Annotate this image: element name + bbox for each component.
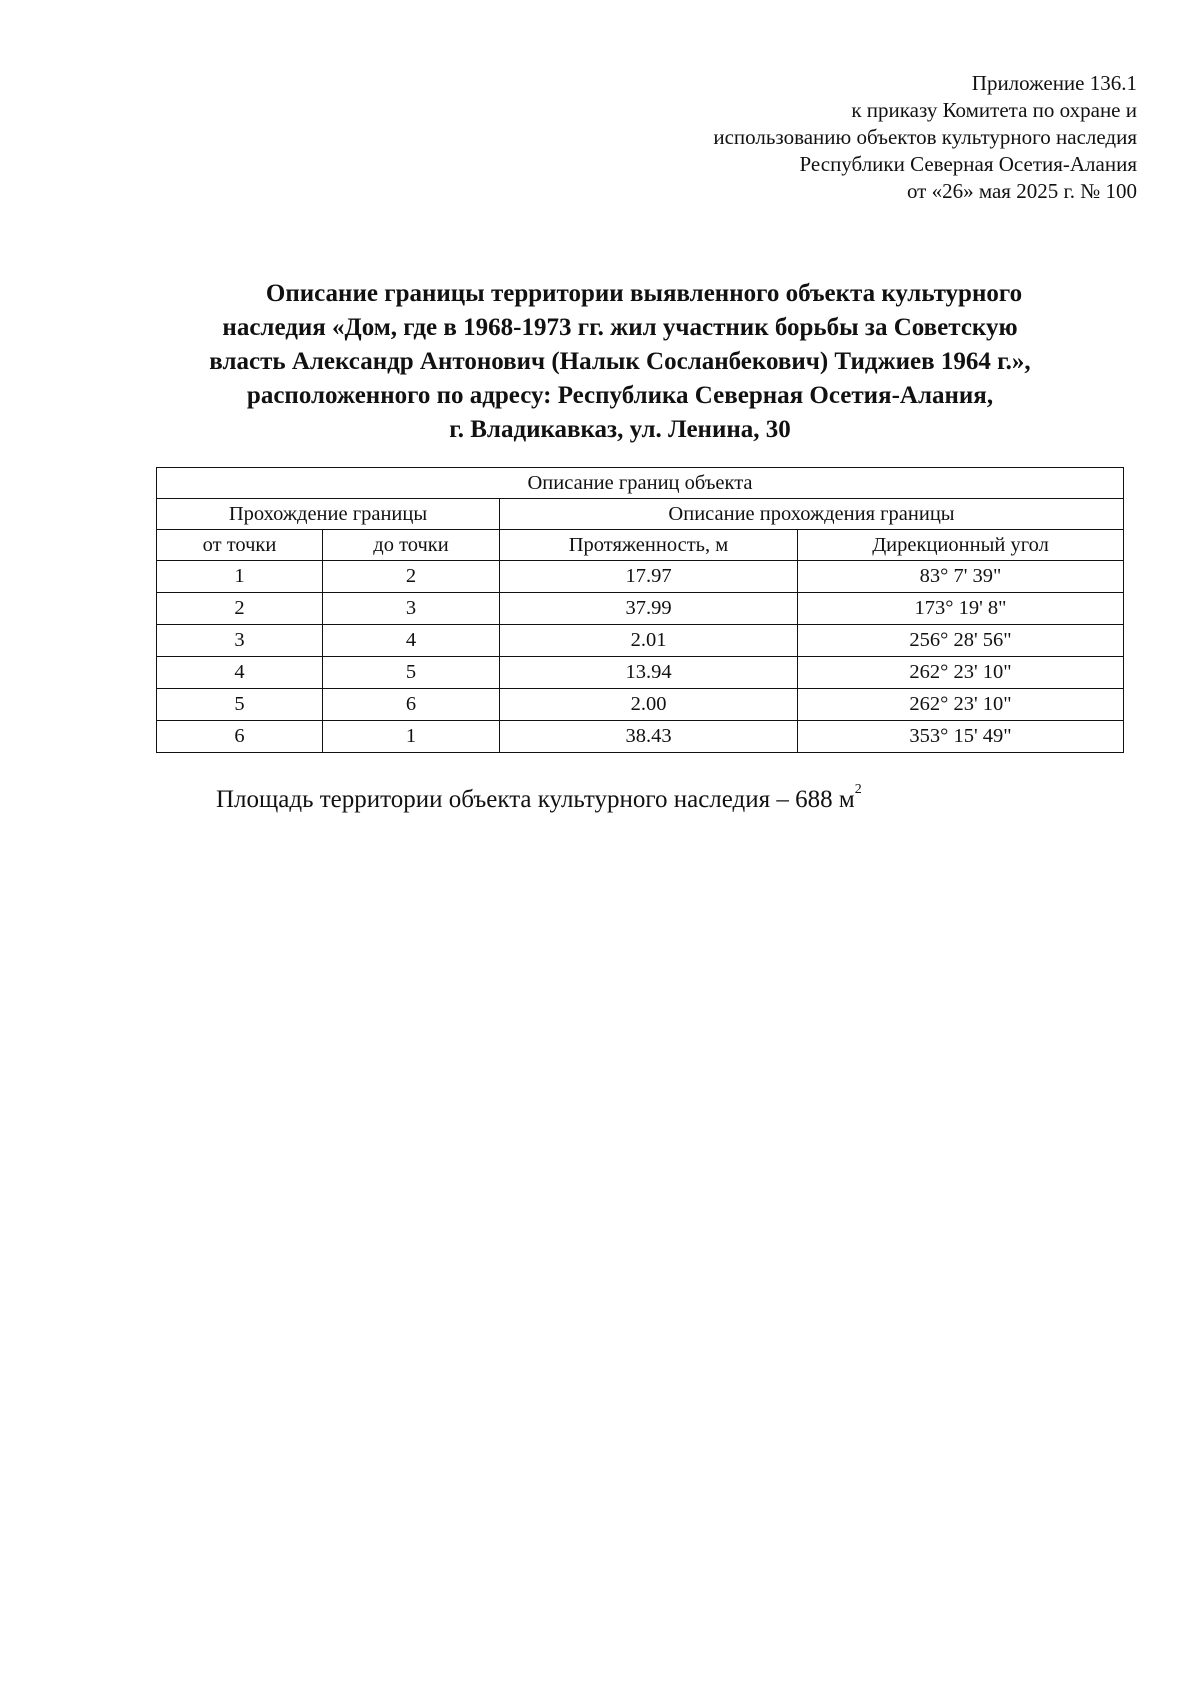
table-row	[157, 625, 1124, 657]
cell-angle: 262° 23' 10"	[798, 689, 1124, 721]
cell-angle: 83° 7' 39"	[798, 561, 1124, 593]
table-row	[157, 689, 1124, 721]
cell-angle: 173° 19' 8"	[798, 593, 1124, 625]
area-statement	[216, 782, 862, 814]
title-line: Описание границы территории выявленного объекта культурного	[265, 280, 1023, 307]
cell-angle: 262° 23' 10"	[798, 657, 1124, 689]
cell-to: 6	[323, 689, 500, 721]
table-row	[157, 657, 1124, 689]
cell-to: 4	[323, 625, 500, 657]
appendix-line: использованию объектов культурного наследия	[713, 125, 1137, 149]
header-to-point: до точки	[323, 530, 500, 561]
title-line: г. Владикавказ, ул. Ленина, 30	[449, 416, 791, 443]
table-row	[157, 593, 1124, 625]
cell-to: 3	[323, 593, 500, 625]
area-text: Площадь территории объекта культурного наследия – 688 м	[216, 786, 855, 813]
table-row	[157, 561, 1124, 593]
cell-length: 17.97	[500, 561, 798, 593]
cell-angle: 353° 15' 49"	[798, 721, 1124, 753]
cell-to: 2	[323, 561, 500, 593]
cell-length: 2.00	[500, 689, 798, 721]
cell-to: 1	[323, 721, 500, 753]
appendix-line: Приложение 136.1	[971, 71, 1137, 95]
area-unit-superscript: 2	[854, 782, 862, 797]
appendix-line: Республики Северная Осетия-Алания	[799, 152, 1137, 176]
document-title	[150, 277, 1090, 447]
boundary-table	[156, 467, 1124, 753]
table-caption: Описание границ объекта	[157, 468, 1124, 499]
header-description-group: Описание прохождения границы	[500, 499, 1124, 530]
title-line: власть Александр Антонович (Налык Сосланбекович) Тиджиев 1964 г.»,	[209, 348, 1031, 375]
cell-from: 1	[157, 561, 323, 593]
cell-to: 5	[323, 657, 500, 689]
header-angle: Дирекционный угол	[798, 530, 1124, 561]
title-line: расположенного по адресу: Республика Северная Осетия-Алания,	[246, 382, 994, 409]
appendix-line: к приказу Комитета по охране и	[851, 98, 1137, 122]
cell-length: 2.01	[500, 625, 798, 657]
table-row	[157, 721, 1124, 753]
header-length: Протяженность, м	[500, 530, 798, 561]
cell-length: 37.99	[500, 593, 798, 625]
cell-angle: 256° 28' 56"	[798, 625, 1124, 657]
cell-from: 4	[157, 657, 323, 689]
cell-from: 2	[157, 593, 323, 625]
appendix-line: от «26» мая 2025 г. № 100	[906, 179, 1137, 203]
appendix-header	[437, 70, 1137, 205]
cell-length: 38.43	[500, 721, 798, 753]
cell-from: 3	[157, 625, 323, 657]
cell-length: 13.94	[500, 657, 798, 689]
cell-from: 6	[157, 721, 323, 753]
title-line: наследия «Дом, где в 1968-1973 гг. жил участник борьбы за Советскую	[222, 314, 1018, 341]
cell-from: 5	[157, 689, 323, 721]
header-from-point: от точки	[157, 530, 323, 561]
header-passage-group: Прохождение границы	[157, 499, 500, 530]
